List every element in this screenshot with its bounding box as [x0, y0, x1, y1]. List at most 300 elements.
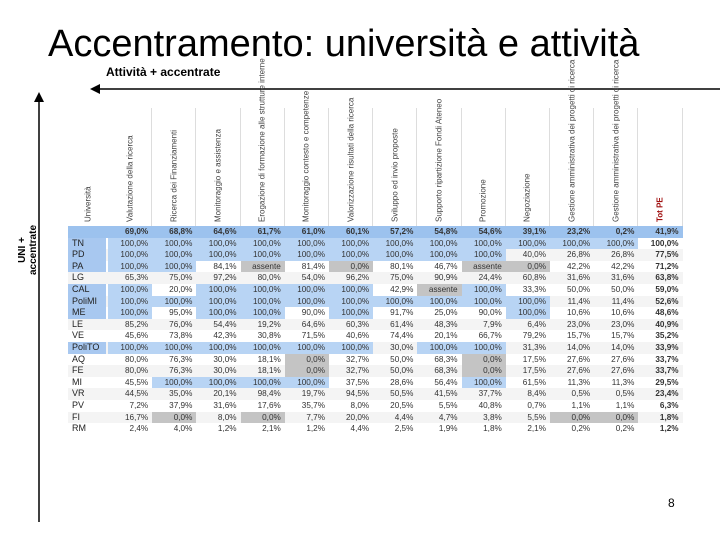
summary-cell: 39,1%	[522, 227, 546, 236]
table-cell: 5,5%	[438, 401, 458, 410]
horizontal-arrow-icon	[90, 82, 720, 96]
table-cell: 100,0%	[152, 249, 196, 261]
table-cell: 68,3%	[434, 354, 458, 364]
table-cell: 45,5%	[124, 377, 149, 387]
table-row	[68, 272, 683, 284]
table-cell: 23,0%	[611, 319, 635, 329]
table-cell: 4,7%	[438, 412, 458, 422]
column-header-label: Promozione	[478, 179, 488, 222]
table-cell: 15,7%	[566, 331, 591, 341]
table-cell: 61,5%	[522, 377, 546, 387]
table-cell: 44,5%	[124, 389, 149, 399]
table-row	[68, 284, 683, 296]
table-cell: 17,5%	[522, 366, 546, 376]
table-cell: 96,2%	[345, 273, 370, 283]
row-label: MI	[72, 376, 82, 387]
table-row	[68, 238, 683, 250]
table-cell: 73,8%	[169, 331, 193, 341]
table-cell: 100,0%	[108, 249, 152, 261]
table-cell: 2,1%	[527, 424, 546, 434]
table-cell: 2,1%	[262, 424, 281, 434]
table-row	[68, 377, 683, 389]
table-cell: 4,4%	[350, 424, 370, 434]
table-cell: 68,3%	[434, 366, 458, 376]
table-cell: 11,4%	[567, 296, 591, 306]
table-cell: 31,6%	[566, 273, 591, 283]
table-cell: 100,0%	[329, 284, 373, 296]
table-cell: 23,0%	[566, 319, 591, 329]
table-cell: 33,7%	[655, 366, 679, 376]
table-cell: 77,5%	[655, 250, 679, 260]
table-cell: 100,0%	[241, 284, 285, 296]
table-cell: 0,0%	[506, 261, 550, 273]
table-cell: 63,8%	[655, 273, 679, 283]
table-cell: 7,2%	[129, 401, 149, 410]
column-header	[550, 59, 594, 226]
side-label	[17, 224, 39, 276]
table-cell: 37,9%	[169, 401, 193, 410]
table-cell: 71,2%	[655, 261, 679, 271]
table-cell: 100,0%	[108, 342, 152, 354]
table-cell: 0,2%	[615, 424, 635, 434]
table-row	[68, 354, 683, 366]
table-cell: 35,2%	[655, 331, 679, 341]
table-cell: 100,0%	[417, 238, 461, 250]
table-cell: 11,3%	[611, 377, 635, 387]
table-cell: 100,0%	[108, 284, 152, 296]
summary-cell: 61,7%	[257, 227, 281, 236]
table-cell: 26,8%	[611, 250, 635, 260]
page-number: 8	[668, 496, 675, 510]
table-cell: 95,0%	[169, 308, 193, 318]
column-header-label: Erogazione di formazione alle strutture interne	[257, 58, 267, 222]
summary-cell: 69,0%	[124, 227, 149, 236]
row-label: LE	[72, 318, 84, 329]
table-cell: 0,0%	[594, 412, 638, 424]
table-cell: 0,0%	[152, 412, 196, 424]
table-cell: 75,0%	[390, 273, 414, 283]
table-cell: 0,5%	[615, 389, 635, 399]
table-cell: 100,0%	[241, 307, 285, 319]
table-cell: 90,0%	[478, 308, 502, 318]
summary-cell: 54,6%	[478, 227, 502, 236]
table-cell: 5,5%	[527, 412, 546, 422]
table-cell: 20,1%	[213, 389, 237, 399]
column-header	[108, 108, 152, 226]
table-cell: 0,0%	[285, 365, 329, 377]
table-cell: 14,0%	[611, 343, 635, 352]
column-header	[638, 108, 682, 226]
table-cell: assente	[462, 261, 506, 273]
table-cell: 2,5%	[394, 424, 414, 434]
table-cell: 42,3%	[213, 331, 237, 341]
table-cell: 100,0%	[241, 377, 285, 389]
table-cell: 100,0%	[329, 342, 373, 354]
table-cell: 54,4%	[213, 319, 237, 329]
table-cell: 30,0%	[213, 366, 237, 376]
table-cell: 100,0%	[108, 261, 152, 273]
column-header	[462, 108, 506, 226]
table-cell: 100,0%	[196, 342, 240, 354]
table-cell: 100,0%	[506, 307, 550, 319]
table-cell: 1,9%	[438, 424, 458, 434]
table-cell: 100,0%	[196, 249, 240, 261]
table-cell: 100,0%	[285, 284, 329, 296]
row-label: PoliMI	[68, 296, 106, 308]
table-cell: 100,0%	[329, 249, 373, 261]
column-header	[285, 90, 329, 226]
table-cell: 100,0%	[462, 377, 506, 389]
summary-cell: 41,9%	[655, 227, 679, 236]
table-cell: 100,0%	[550, 238, 594, 250]
table-cell: 1,8%	[659, 412, 679, 422]
column-header-label: Valutazione della ricerca	[125, 135, 135, 222]
table-cell: 0,7%	[527, 401, 546, 410]
row-label: AQ	[72, 353, 86, 364]
table-cell: 4,4%	[394, 412, 414, 422]
table-cell: 19,2%	[257, 319, 281, 329]
row-label: RM	[72, 423, 86, 434]
table-cell: 1,2%	[659, 424, 679, 434]
table-cell: 19,7%	[301, 389, 325, 399]
table-cell: 31,3%	[522, 343, 546, 352]
table-cell: 42,9%	[390, 285, 414, 294]
table-cell: 25,0%	[434, 308, 458, 318]
table-cell: 100,0%	[196, 296, 240, 308]
table-cell: 50,0%	[611, 285, 635, 294]
table-cell: 31,6%	[611, 273, 635, 283]
table-cell: 60,8%	[522, 273, 546, 283]
table-cell: 100,0%	[152, 377, 196, 389]
row-label: FE	[72, 365, 84, 376]
table-cell: 100,0%	[373, 249, 417, 261]
table-cell: 84,1%	[213, 261, 237, 271]
table-cell: 4,0%	[173, 424, 193, 434]
table-cell: 91,7%	[390, 308, 414, 318]
table-cell: 80,0%	[124, 366, 149, 376]
table-cell: 76,3%	[169, 366, 193, 376]
table-cell: 45,6%	[124, 331, 149, 341]
table-cell: 94,5%	[345, 389, 370, 399]
table-cell: 27,6%	[611, 354, 635, 364]
table-cell: 100,0%	[196, 307, 240, 319]
table-cell: 40,6%	[345, 331, 370, 341]
table-cell: 100,0%	[329, 296, 373, 308]
table-cell: 75,0%	[169, 273, 193, 283]
row-label: PV	[72, 400, 85, 410]
table-cell: assente	[417, 284, 461, 296]
table-cell: 59,0%	[655, 285, 679, 294]
table-cell: 20,0%	[169, 285, 193, 294]
column-header-label: Valorizzazione risultati della ricerca	[346, 97, 356, 222]
table-cell: 0,5%	[571, 389, 591, 399]
table-cell: 37,7%	[478, 389, 502, 399]
table-cell: 100,0%	[329, 238, 373, 250]
column-header	[329, 97, 373, 226]
column-header	[241, 58, 285, 226]
column-header-label: Monitoraggio e assistenza	[213, 129, 223, 222]
table-row	[68, 423, 683, 435]
vertical-arrow-icon	[32, 92, 46, 522]
table-cell: 33,3%	[522, 285, 546, 294]
table-cell: 0,0%	[462, 354, 506, 366]
table-cell: 20,0%	[345, 412, 370, 422]
table-cell: 50,0%	[390, 354, 414, 364]
table-cell: 35,7%	[301, 401, 325, 410]
table-cell: 100,0%	[152, 342, 196, 354]
row-label: CAL	[68, 284, 106, 296]
row-label: VR	[72, 388, 85, 399]
table-cell: 80,0%	[257, 273, 281, 283]
table-cell: 11,4%	[611, 296, 635, 306]
column-header-label: Ricerca dei Finanziamenti	[169, 129, 179, 222]
table-cell: 33,9%	[655, 343, 679, 352]
table-cell: 48,3%	[434, 319, 458, 329]
table-row	[68, 365, 683, 377]
column-header	[373, 108, 417, 226]
table-cell: 61,4%	[390, 319, 414, 329]
table-cell: 50,0%	[390, 366, 414, 376]
table-cell: 71,5%	[301, 331, 325, 341]
summary-cell: 57,2%	[390, 227, 414, 236]
table-cell: 100,0%	[241, 342, 285, 354]
table-cell: 32,7%	[345, 354, 370, 364]
table-cell: 6,3%	[659, 401, 679, 410]
table-row	[68, 296, 683, 308]
table-cell: 100,0%	[152, 261, 196, 273]
table-cell: 100,0%	[462, 342, 506, 354]
table-cell: 30,0%	[213, 354, 237, 364]
summary-cell: 60,1%	[345, 227, 370, 236]
table-cell: 60,3%	[345, 319, 370, 329]
table-cell: 1,2%	[217, 424, 237, 434]
row-label: ME	[68, 307, 106, 319]
table-cell: 2,4%	[129, 424, 149, 434]
table-cell: 79,2%	[522, 331, 546, 341]
table-cell: 100,0%	[285, 377, 329, 389]
table-cell: 30,0%	[390, 343, 414, 352]
table-cell: 100,0%	[196, 377, 240, 389]
table-cell: 18,1%	[257, 366, 281, 376]
table-row	[68, 319, 683, 331]
table-cell: 85,2%	[124, 319, 149, 329]
column-header	[594, 59, 638, 226]
table-cell: 65,3%	[124, 273, 149, 283]
table-cell: 48,6%	[655, 308, 679, 318]
table-cell: 100,0%	[462, 296, 506, 308]
table-cell: 100,0%	[241, 249, 285, 261]
table-cell: 100,0%	[373, 296, 417, 308]
table-cell: 100,0%	[152, 238, 196, 250]
table-cell: 66,7%	[478, 331, 502, 341]
table-cell: 41,5%	[434, 389, 458, 399]
table-cell: 100,0%	[241, 296, 285, 308]
table-cell: 46,7%	[434, 261, 458, 271]
table-cell: 0,0%	[550, 412, 594, 424]
table-cell: 100,0%	[285, 249, 329, 261]
table-cell: 54,0%	[301, 273, 325, 283]
row-label: FI	[72, 411, 80, 422]
table-cell: 31,6%	[213, 401, 237, 410]
row-label: LG	[72, 272, 85, 283]
column-header	[417, 98, 461, 226]
side-label-line1: UNI +	[17, 237, 28, 263]
summary-cell: 61,0%	[301, 227, 325, 236]
table-cell: 100,0%	[285, 296, 329, 308]
table-cell: 100,0%	[417, 296, 461, 308]
summary-cell: 23,2%	[566, 227, 591, 236]
table-cell: 15,7%	[611, 331, 635, 341]
table-cell: 74,4%	[390, 331, 414, 341]
table-cell: 6,4%	[527, 319, 546, 329]
table-cell: 17,6%	[257, 401, 281, 410]
column-header-label: Gestione amministrativa dei progetti di ricerca	[611, 59, 621, 222]
table-cell: 100,0%	[285, 342, 329, 354]
table-cell: 33,7%	[655, 354, 679, 364]
table-cell: 20,5%	[390, 401, 414, 410]
summary-cell: 64,6%	[213, 227, 237, 236]
table-cell: 100,0%	[108, 296, 152, 308]
table-cell: 0,0%	[241, 412, 285, 424]
table-cell: 3,8%	[483, 412, 502, 422]
table-cell: 100,0%	[152, 296, 196, 308]
table-cell: 10,6%	[611, 308, 635, 318]
table-cell: 100,0%	[108, 307, 152, 319]
header-corner-label: Università	[83, 186, 93, 222]
table-cell: 76,3%	[169, 354, 193, 364]
table-cell: 100,0%	[462, 284, 506, 296]
table-cell: 1,8%	[483, 424, 502, 434]
table-cell: 56,4%	[434, 377, 458, 387]
table-cell: 64,6%	[301, 319, 325, 329]
summary-cell: 0,2%	[615, 227, 635, 236]
table-row	[68, 249, 683, 261]
table-cell: 100,0%	[650, 238, 679, 248]
table-cell: 10,6%	[566, 308, 591, 318]
summary-cell: 54,8%	[434, 227, 458, 236]
table-cell: 40,8%	[478, 401, 502, 410]
table-cell: 11,3%	[567, 377, 591, 387]
table-cell: 26,8%	[566, 250, 591, 260]
side-label-line2: accentrate	[28, 224, 39, 276]
table-cell: 100,0%	[417, 249, 461, 261]
table-cell: 0,0%	[462, 365, 506, 377]
table-cell: 100,0%	[285, 238, 329, 250]
table-row	[68, 412, 683, 424]
table-cell: 29,5%	[655, 377, 679, 387]
row-label: TN	[68, 238, 106, 250]
row-label: VE	[72, 330, 85, 341]
row-label: PD	[68, 249, 106, 261]
table-cell: 20,1%	[434, 331, 458, 341]
table-cell: 100,0%	[329, 307, 373, 319]
table-row	[68, 330, 683, 342]
table-cell: 23,4%	[655, 389, 679, 399]
column-header-label: Monitoraggio contesto e competenze	[301, 90, 311, 222]
table-cell: 100,0%	[506, 238, 550, 250]
table-cell: 100,0%	[108, 238, 152, 250]
header-corner-universita	[68, 108, 108, 226]
table-cell: 76,0%	[169, 319, 193, 329]
table-cell: 100,0%	[594, 238, 638, 250]
table-cell: 98,4%	[257, 389, 281, 399]
column-header	[152, 108, 196, 226]
table-cell: 0,0%	[285, 354, 329, 366]
table-cell: 8,4%	[527, 389, 546, 399]
row-label: PA	[68, 261, 106, 273]
table-cell: 40,9%	[655, 319, 679, 329]
column-header	[506, 108, 550, 226]
table-cell: 52,6%	[655, 296, 679, 306]
column-header-label: Negoziazione	[522, 173, 532, 222]
table-cell: 35,0%	[169, 389, 193, 399]
slide-subtitle: Attività + accentrate	[106, 65, 221, 79]
table-cell: 97,2%	[213, 273, 237, 283]
column-header-label: Sviluppo ed invio proposte	[390, 128, 400, 222]
table-cell: 14,0%	[566, 343, 591, 352]
table-cell: 8,0%	[350, 401, 370, 410]
table-cell: 42,2%	[611, 261, 635, 271]
column-header-label: Supporto ripartizione Fondi Ateneo	[434, 98, 444, 222]
table-cell: 40,0%	[522, 250, 546, 260]
table-cell: 8,0%	[217, 412, 237, 422]
column-header-label: Tot PE	[655, 197, 665, 222]
table-cell: 27,6%	[566, 354, 591, 364]
row-label: PoliTO	[68, 342, 106, 354]
table-cell: 100,0%	[196, 284, 240, 296]
table-row	[68, 307, 683, 319]
table-cell: 32,7%	[345, 366, 370, 376]
table-cell: 18,1%	[257, 354, 281, 364]
table-cell: 100,0%	[373, 238, 417, 250]
table-cell: 0,2%	[571, 424, 591, 434]
table-cell: 90,0%	[301, 308, 325, 318]
table-cell: 1,2%	[306, 424, 325, 434]
table-row	[68, 388, 683, 400]
table-cell: 0,0%	[329, 261, 373, 273]
table-cell: 24,4%	[478, 273, 502, 283]
table-row	[68, 400, 683, 412]
table-cell: 27,6%	[566, 366, 591, 376]
column-header	[196, 108, 240, 226]
table-cell: 80,1%	[390, 261, 414, 271]
summary-row	[68, 226, 683, 238]
table-cell: 16,7%	[124, 412, 149, 422]
table-cell: 100,0%	[417, 342, 461, 354]
summary-cell: 68,8%	[169, 227, 193, 236]
table-cell: 7,9%	[483, 319, 502, 329]
table-row	[68, 261, 683, 273]
slide-title: Accentramento: università e attività	[48, 23, 640, 65]
table-cell: 90,9%	[434, 273, 458, 283]
table-cell: assente	[241, 261, 285, 273]
table-cell: 80,0%	[124, 354, 149, 364]
table-cell: 100,0%	[196, 238, 240, 250]
table-cell: 81,4%	[301, 261, 325, 271]
table-cell: 17,5%	[522, 354, 546, 364]
table-cell: 50,0%	[566, 285, 591, 294]
table-cell: 100,0%	[462, 238, 506, 250]
table-cell: 42,2%	[566, 261, 591, 271]
table-cell: 30,8%	[257, 331, 281, 341]
table-cell: 7,7%	[306, 412, 325, 422]
table-cell: 28,6%	[390, 377, 414, 387]
table-cell: 37,5%	[345, 377, 370, 387]
table-row	[68, 342, 683, 354]
table-cell: 1,1%	[615, 401, 635, 410]
table-cell: 100,0%	[241, 238, 285, 250]
table-cell: 27,6%	[611, 366, 635, 376]
